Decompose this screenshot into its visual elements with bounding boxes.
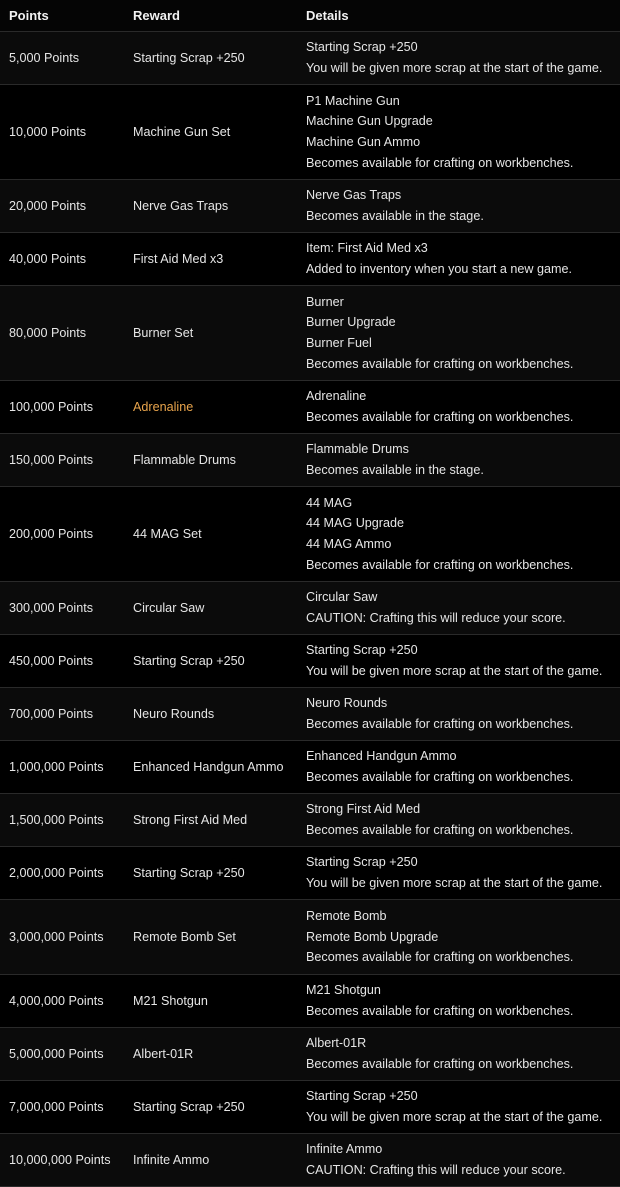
details-cell — [298, 635, 620, 687]
details-cell — [298, 741, 620, 793]
details-line: M21 Shotgun — [306, 983, 381, 998]
details-line: Becomes available for crafting on workbenches. — [306, 1004, 574, 1018]
table-row — [0, 794, 620, 847]
points-cell: 10,000,000 Points — [9, 1153, 111, 1167]
table-header — [0, 0, 620, 32]
details-cell — [298, 233, 620, 285]
details-line: Burner Fuel — [306, 336, 372, 350]
details-cell — [298, 847, 620, 899]
details-cell — [298, 1134, 620, 1186]
reward-cell: Starting Scrap +250 — [133, 866, 245, 880]
details-line: Becomes available for crafting on workbenches. — [306, 823, 574, 837]
points-cell: 1,000,000 Points — [9, 760, 104, 774]
details-line: Burner Upgrade — [306, 315, 396, 330]
details-line: Starting Scrap +250 — [306, 1089, 418, 1104]
table-row — [0, 582, 620, 635]
details-line: Becomes available for crafting on workbenches. — [306, 770, 574, 784]
reward-cell: Enhanced Handgun Ammo — [133, 760, 284, 774]
points-cell: 5,000 Points — [9, 51, 80, 65]
reward-cell: First Aid Med x3 — [133, 252, 224, 266]
reward-cell: Nerve Gas Traps — [133, 199, 229, 213]
details-cell — [298, 180, 620, 232]
details-cell — [298, 794, 620, 846]
points-cell: 200,000 Points — [9, 527, 94, 541]
table-row — [0, 286, 620, 381]
reward-cell: Strong First Aid Med — [133, 813, 248, 827]
details-line: Becomes available for crafting on workbenches. — [306, 950, 574, 965]
details-cell — [298, 487, 620, 581]
points-cell: 1,500,000 Points — [9, 813, 104, 827]
details-line: Infinite Ammo — [306, 1142, 383, 1157]
table-row — [0, 1028, 620, 1081]
details-line: Starting Scrap +250 — [306, 643, 418, 658]
reward-cell: Machine Gun Set — [133, 125, 231, 139]
details-line: Enhanced Handgun Ammo — [306, 749, 457, 764]
table-row — [0, 900, 620, 975]
table-row — [0, 180, 620, 233]
header-reward: Reward — [133, 8, 180, 23]
table-row — [0, 32, 620, 85]
details-cell — [298, 32, 620, 84]
details-line: Adrenaline — [306, 389, 367, 404]
reward-cell: M21 Shotgun — [133, 994, 208, 1008]
details-cell — [298, 286, 620, 380]
details-line: Strong First Aid Med — [306, 802, 421, 817]
points-cell: 3,000,000 Points — [9, 930, 104, 944]
table-row — [0, 85, 620, 180]
details-line: Becomes available for crafting on workbenches. — [306, 717, 574, 731]
details-line: Becomes available for crafting on workbenches. — [306, 356, 574, 371]
reward-cell: Burner Set — [133, 326, 194, 340]
table-row — [0, 1081, 620, 1134]
details-cell — [298, 1081, 620, 1133]
details-line: 44 MAG Ammo — [306, 537, 392, 551]
points-cell: 20,000 Points — [9, 199, 87, 213]
points-cell: 10,000 Points — [9, 125, 87, 139]
details-line: Burner — [306, 294, 344, 309]
details-line: Circular Saw — [306, 590, 378, 605]
table-row — [0, 233, 620, 286]
table-row — [0, 635, 620, 688]
points-cell: 100,000 Points — [9, 400, 94, 414]
details-line: 44 MAG — [306, 495, 353, 510]
details-line: Becomes available for crafting on workbenches. — [306, 557, 574, 572]
details-cell — [298, 1028, 620, 1080]
details-line: Nerve Gas Traps — [306, 188, 402, 203]
table-row — [0, 688, 620, 741]
points-cell: 80,000 Points — [9, 326, 87, 340]
points-cell: 2,000,000 Points — [9, 866, 104, 880]
table-row — [0, 741, 620, 794]
details-line: Added to inventory when you start a new game. — [306, 262, 573, 276]
details-line: Starting Scrap +250 — [306, 855, 418, 870]
reward-cell: Circular Saw — [133, 601, 205, 615]
points-cell: 150,000 Points — [9, 453, 94, 467]
details-cell — [298, 434, 620, 486]
details-line: Albert-01R — [306, 1036, 367, 1051]
details-cell — [298, 688, 620, 740]
details-cell — [298, 381, 620, 433]
reward-cell: Starting Scrap +250 — [133, 654, 245, 668]
reward-cell: Albert-01R — [133, 1047, 194, 1061]
details-line: You will be given more scrap at the start of the game. — [306, 1110, 603, 1124]
table-body — [0, 32, 620, 1187]
details-cell — [298, 900, 620, 974]
details-line: Flammable Drums — [306, 442, 409, 457]
details-line: 44 MAG Upgrade — [306, 516, 405, 531]
points-cell: 300,000 Points — [9, 601, 94, 615]
details-line: Machine Gun Ammo — [306, 135, 421, 149]
table-row — [0, 847, 620, 900]
points-cell: 5,000,000 Points — [9, 1047, 104, 1061]
table-row — [0, 381, 620, 434]
details-line: Neuro Rounds — [306, 696, 388, 711]
table-row — [0, 487, 620, 582]
details-line: Becomes available for crafting on workbenches. — [306, 1057, 574, 1071]
details-line: Becomes available in the stage. — [306, 209, 484, 223]
details-line: Becomes available for crafting on workbenches. — [306, 155, 574, 170]
details-line: Starting Scrap +250 — [306, 40, 418, 55]
details-line: You will be given more scrap at the start of the game. — [306, 61, 603, 75]
reward-cell: Neuro Rounds — [133, 707, 215, 721]
reward-cell: Flammable Drums — [133, 453, 236, 467]
points-cell: 40,000 Points — [9, 252, 87, 266]
details-line: You will be given more scrap at the start of the game. — [306, 876, 603, 890]
reward-cell: Infinite Ammo — [133, 1153, 210, 1167]
table-row — [0, 434, 620, 487]
reward-cell: 44 MAG Set — [133, 527, 202, 541]
details-line: Remote Bomb Upgrade — [306, 929, 439, 944]
reward-cell: Starting Scrap +250 — [133, 51, 245, 65]
points-cell: 450,000 Points — [9, 654, 94, 668]
details-line: CAUTION: Crafting this will reduce your score. — [306, 1163, 566, 1177]
details-line: Machine Gun Upgrade — [306, 114, 433, 129]
reward-cell: Starting Scrap +250 — [133, 1100, 245, 1114]
reward-link[interactable]: Adrenaline — [133, 400, 194, 414]
details-line: P1 Machine Gun — [306, 93, 400, 108]
table-row — [0, 975, 620, 1028]
reward-cell: Remote Bomb Set — [133, 930, 236, 944]
header-details: Details — [306, 8, 349, 23]
details-cell — [298, 85, 620, 179]
details-line: Becomes available for crafting on workbenches. — [306, 410, 574, 424]
table-row — [0, 1134, 620, 1187]
header-points: Points — [9, 8, 49, 23]
points-cell: 7,000,000 Points — [9, 1100, 104, 1114]
details-line: Becomes available in the stage. — [306, 463, 484, 477]
points-cell: 4,000,000 Points — [9, 994, 104, 1008]
details-cell — [298, 975, 620, 1027]
details-line: Item: First Aid Med x3 — [306, 241, 428, 256]
points-cell: 700,000 Points — [9, 707, 94, 721]
details-line: You will be given more scrap at the start of the game. — [306, 664, 603, 678]
details-cell — [298, 582, 620, 634]
details-line: CAUTION: Crafting this will reduce your score. — [306, 611, 566, 625]
details-line: Remote Bomb — [306, 908, 387, 923]
